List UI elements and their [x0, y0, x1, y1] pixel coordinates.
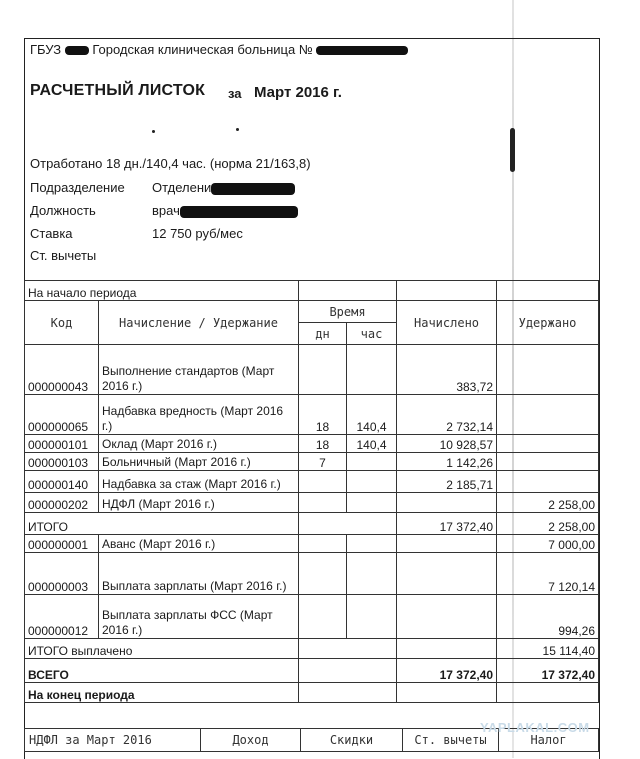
col-days: дн [299, 323, 347, 345]
grand-accrued: 17 372,40 [397, 659, 497, 683]
row-hours [347, 535, 397, 553]
total-row [25, 513, 599, 535]
tax-st-deductions: Ст. вычеты [403, 729, 499, 752]
paid-accrued [397, 639, 497, 659]
org-prefix: ГБУЗ [30, 42, 62, 57]
total-label: ИТОГО [25, 513, 299, 535]
position-value [152, 203, 298, 218]
row-withheld: 994,26 [497, 595, 599, 639]
row-accrued: 2 185,71 [397, 471, 497, 493]
department-value [152, 180, 295, 195]
row-hours [347, 453, 397, 471]
row-code: 000000101 [25, 435, 99, 453]
watermark: YAPLAKAL.COM [480, 720, 590, 735]
col-hours: час [347, 323, 397, 345]
period-end-time [299, 683, 397, 703]
table-row [25, 535, 599, 553]
table-row [25, 553, 599, 595]
scan-dot [152, 130, 155, 133]
row-days: 18 [299, 435, 347, 453]
row-days [299, 535, 347, 553]
payslip-table [24, 280, 599, 703]
tax-label: НДФЛ за Март 2016 [25, 729, 201, 752]
row-withheld: 7 120,14 [497, 553, 599, 595]
paid-row [25, 639, 599, 659]
tax-income: Доход [201, 729, 301, 752]
row-name: Выполнение стандартов (Март 2016 г.) [99, 345, 299, 395]
table-row [25, 595, 599, 639]
department-text: Отделени [152, 180, 212, 195]
row-hours [347, 493, 397, 513]
grand-withheld: 17 372,40 [497, 659, 599, 683]
period-end-withheld [497, 683, 599, 703]
row-accrued: 383,72 [397, 345, 497, 395]
table-header-row [25, 301, 599, 323]
row-withheld [497, 453, 599, 471]
row-code: 000000003 [25, 553, 99, 595]
department-label: Подразделение [30, 180, 125, 195]
row-code: 000000202 [25, 493, 99, 513]
total-accrued: 17 372,40 [397, 513, 497, 535]
redaction-mark [180, 206, 298, 218]
row-code: 000000043 [25, 345, 99, 395]
org-name: Городская клиническая больница № [92, 42, 313, 57]
row-code: 000000001 [25, 535, 99, 553]
row-accrued [397, 535, 497, 553]
row-accrued: 10 928,57 [397, 435, 497, 453]
table-row [25, 453, 599, 471]
payslip-title: РАСЧЕТНЫЙ ЛИСТОК [30, 82, 206, 99]
period-start-row [25, 281, 599, 301]
total-withheld: 2 258,00 [497, 513, 599, 535]
row-days [299, 493, 347, 513]
period-end-label: На конец периода [25, 683, 299, 703]
table-row [25, 471, 599, 493]
row-withheld: 7 000,00 [497, 535, 599, 553]
paid-time [299, 639, 397, 659]
row-name: Выплата зарплаты ФСС (Март 2016 г.) [99, 595, 299, 639]
grand-time [299, 659, 397, 683]
row-hours [347, 471, 397, 493]
tax-value: Налог [499, 729, 599, 752]
grand-row [25, 659, 599, 683]
deductions-label: Ст. вычеты [30, 248, 97, 263]
row-code: 000000103 [25, 453, 99, 471]
col-code: Код [25, 301, 99, 345]
period-value: Март 2016 г. [254, 84, 342, 101]
org-line [30, 42, 408, 57]
position-text: врач [152, 203, 180, 218]
row-withheld [497, 395, 599, 435]
row-hours [347, 595, 397, 639]
period-end-accrued [397, 683, 497, 703]
col-accrued: Начислено [397, 301, 497, 345]
row-hours: 140,4 [347, 395, 397, 435]
col-accrual: Начисление / Удержание [99, 301, 299, 345]
row-days [299, 471, 347, 493]
row-days: 7 [299, 453, 347, 471]
row-accrued [397, 493, 497, 513]
row-hours [347, 553, 397, 595]
scan-dot [236, 128, 239, 131]
scan-dot [510, 128, 515, 172]
paid-label: ИТОГО выплачено [25, 639, 299, 659]
row-code: 000000065 [25, 395, 99, 435]
col-withheld: Удержано [497, 301, 599, 345]
paid-total: 15 114,40 [497, 639, 599, 659]
row-hours [347, 345, 397, 395]
tax-discounts: Скидки [301, 729, 403, 752]
position-label: Должность [30, 203, 96, 218]
row-withheld [497, 435, 599, 453]
row-accrued [397, 595, 497, 639]
table-row [25, 345, 599, 395]
row-days [299, 345, 347, 395]
row-name: Надбавка за стаж (Март 2016 г.) [99, 471, 299, 493]
total-time [299, 513, 397, 535]
table-row [25, 493, 599, 513]
table-row [25, 435, 599, 453]
row-accrued [397, 553, 497, 595]
row-code: 000000140 [25, 471, 99, 493]
row-accrued: 1 142,26 [397, 453, 497, 471]
period-start-label: На начало периода [25, 281, 299, 301]
grand-label: ВСЕГО [25, 659, 299, 683]
row-name: Надбавка вредность (Март 2016 г.) [99, 395, 299, 435]
row-name: Выплата зарплаты (Март 2016 г.) [99, 553, 299, 595]
row-name: Больничный (Март 2016 г.) [99, 453, 299, 471]
row-name: Оклад (Март 2016 г.) [99, 435, 299, 453]
period-prefix: за [228, 86, 242, 101]
row-name: Аванс (Март 2016 г.) [99, 535, 299, 553]
row-days: 18 [299, 395, 347, 435]
row-days [299, 553, 347, 595]
table-row [25, 395, 599, 435]
row-name: НДФЛ (Март 2016 г.) [99, 493, 299, 513]
row-withheld [497, 471, 599, 493]
period-end-row [25, 683, 599, 703]
row-withheld [497, 345, 599, 395]
rate-label: Ставка [30, 226, 73, 241]
row-hours: 140,4 [347, 435, 397, 453]
col-time: Время [299, 301, 397, 323]
row-days [299, 595, 347, 639]
redaction-mark [211, 183, 295, 195]
rate-value: 12 750 руб/мес [152, 226, 243, 241]
row-withheld: 2 258,00 [497, 493, 599, 513]
redaction-mark [65, 46, 89, 55]
redaction-mark [316, 46, 408, 55]
row-accrued: 2 732,14 [397, 395, 497, 435]
row-code: 000000012 [25, 595, 99, 639]
worked-line: Отработано 18 дн./140,4 час. (норма 21/163,8) [30, 156, 311, 171]
